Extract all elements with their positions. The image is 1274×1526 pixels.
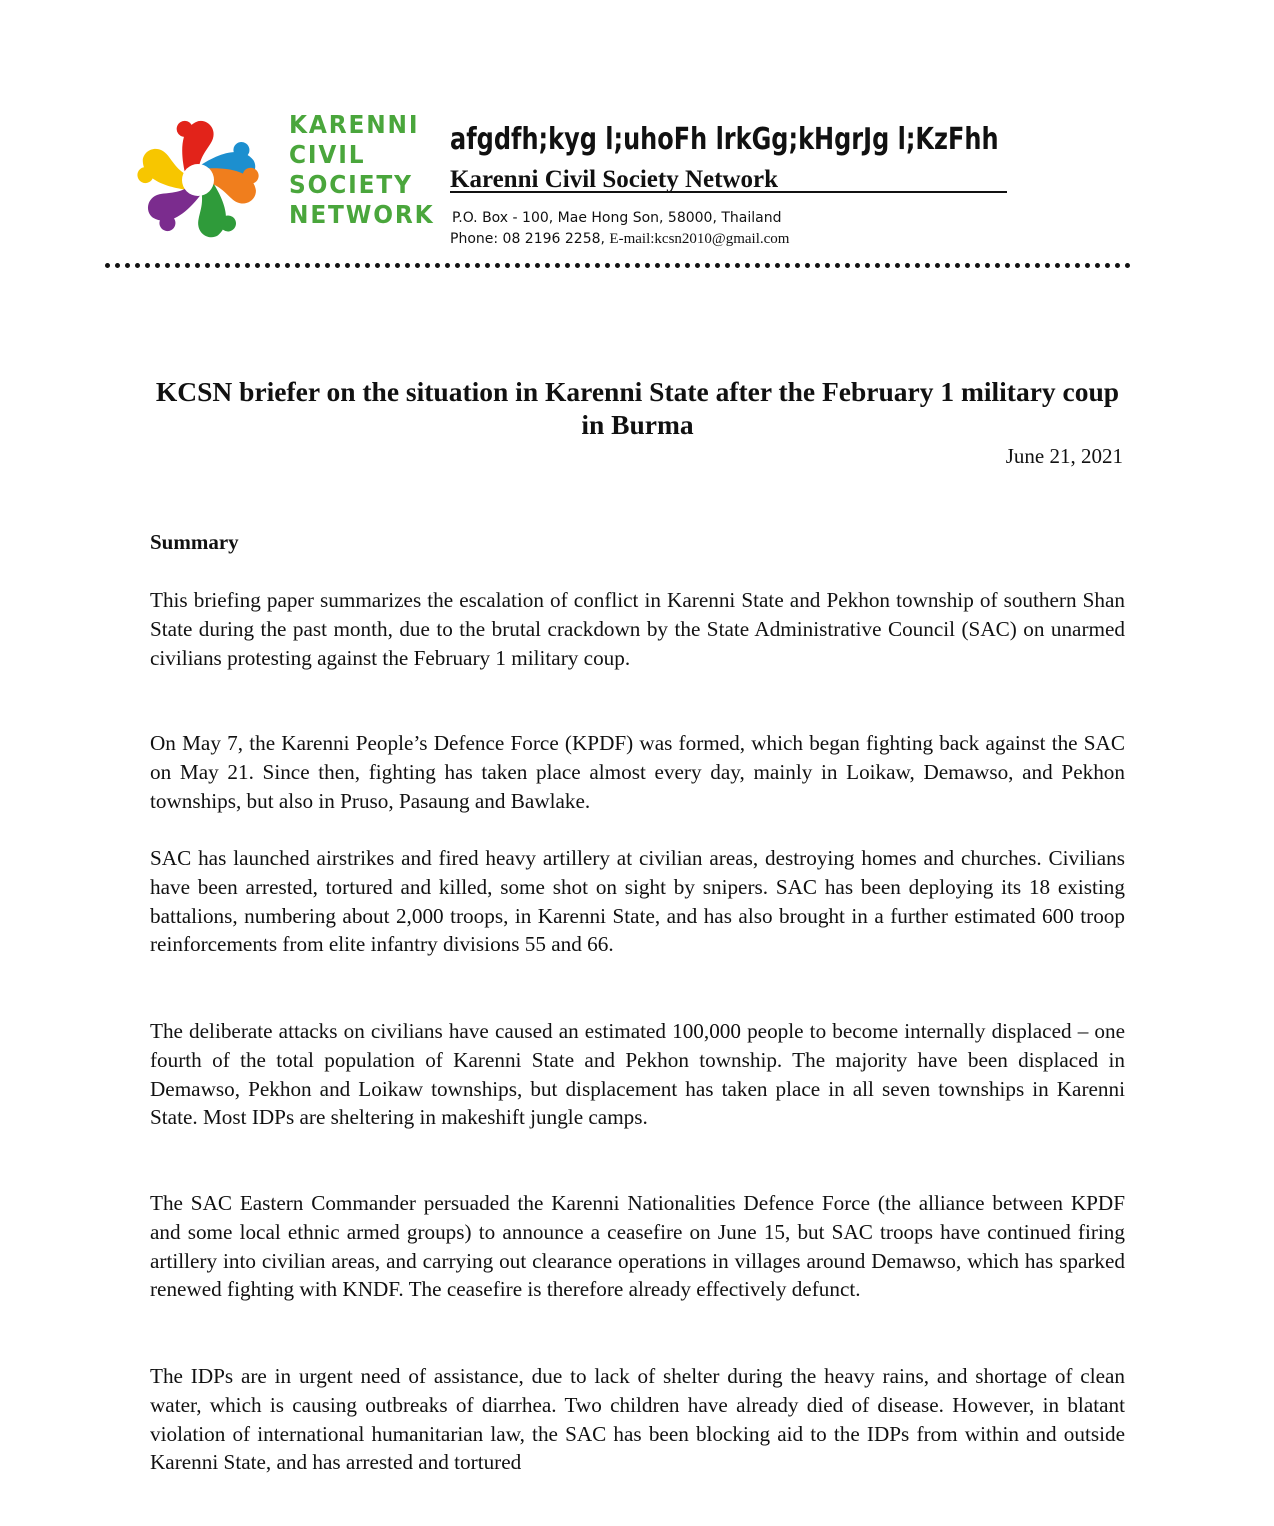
email-address: E-mail:kcsn2010@gmail.com — [609, 231, 790, 247]
paragraph: The SAC Eastern Commander persuaded the Karenni Nationalities Defence Force (the alliance between KPDF and some local ethnic armed groups) to announce a ceasefire on June 15, but SAC troops have continued firing artillery into civilian areas, and carrying out clearance operations in villages around Demawso, which has sparked renewed fighting with KNDF. The ceasefire is therefore already effectively defunct. — [150, 1191, 1125, 1302]
dotted-divider — [105, 263, 1131, 268]
logo-word: KARENNI — [289, 110, 420, 139]
paragraph: On May 7, the Karenni People’s Defence Force (KPDF) was formed, which began fighting back against the SAC on May 21. Since then, fighting has taken place almost every day, mainly in Loikaw, Demawso, and Pekhon townships, but also in Pruso, Pasaung and Bawlake. — [150, 731, 1125, 813]
postal-address: P.O. Box - 100, Mae Hong Son, 58000, Thailand — [452, 210, 782, 226]
header-underline — [450, 191, 1007, 193]
org-name: Karenni Civil Society Network — [450, 166, 778, 193]
paragraph: The deliberate attacks on civilians have caused an estimated 100,000 people to become internally displaced – one fourth of the total population of Karenni State and Pekhon township. The majority have been displaced in Demawso, Pekhon and Loikaw townships, but displacement has taken place in all seven townships in Karenni State. Most IDPs are sheltering in makeshift jungle camps. — [150, 1019, 1125, 1130]
section-heading: Summary — [150, 530, 239, 554]
paragraph: SAC has launched airstrikes and fired heavy artillery at civilian areas, destroying homes and churches. Civilians have been arrested, tortured and killed, some shot on sight by snipers. SAC has been deploying its 18 existing battalions, numbering about 2,000 troops, in Karenni State, and has also brought in a further estimated 600 troop reinforcements from elite infantry divisions 55 and 66. — [150, 846, 1125, 957]
phone-number: Phone: 08 2196 2258, — [450, 231, 610, 247]
document-title: KCSN briefer on the situation in Karenni State after the February 1 military coup in Burma — [155, 376, 1120, 440]
logo-word: NETWORK — [289, 200, 435, 229]
logo-word: CIVIL — [289, 140, 366, 169]
org-name-script: afgdfh;kyg l;uhoFh lrkGg;kHgrJg l;KzFhh — [450, 122, 999, 157]
document-date: June 21, 2021 — [1005, 444, 1123, 468]
kcsn-logo — [128, 100, 268, 258]
contact-line — [450, 231, 789, 248]
logo-word: SOCIETY — [289, 170, 413, 199]
paragraph: This briefing paper summarizes the escalation of conflict in Karenni State and Pekhon township of southern Shan State during the past month, due to the brutal crackdown by the State Administrative Council (SAC) on unarmed civilians protesting against the February 1 military coup. — [150, 588, 1125, 670]
paragraph: The IDPs are in urgent need of assistance, due to lack of shelter during the heavy rains, and shortage of clean water, which is causing outbreaks of diarrhea. Two children have already died of disease. However, in blatant violation of international humanitarian law, the SAC has been blocking aid to the IDPs from within and outside Karenni State, and has arrested and tortured — [150, 1364, 1125, 1475]
logo-wordmark — [289, 110, 435, 230]
